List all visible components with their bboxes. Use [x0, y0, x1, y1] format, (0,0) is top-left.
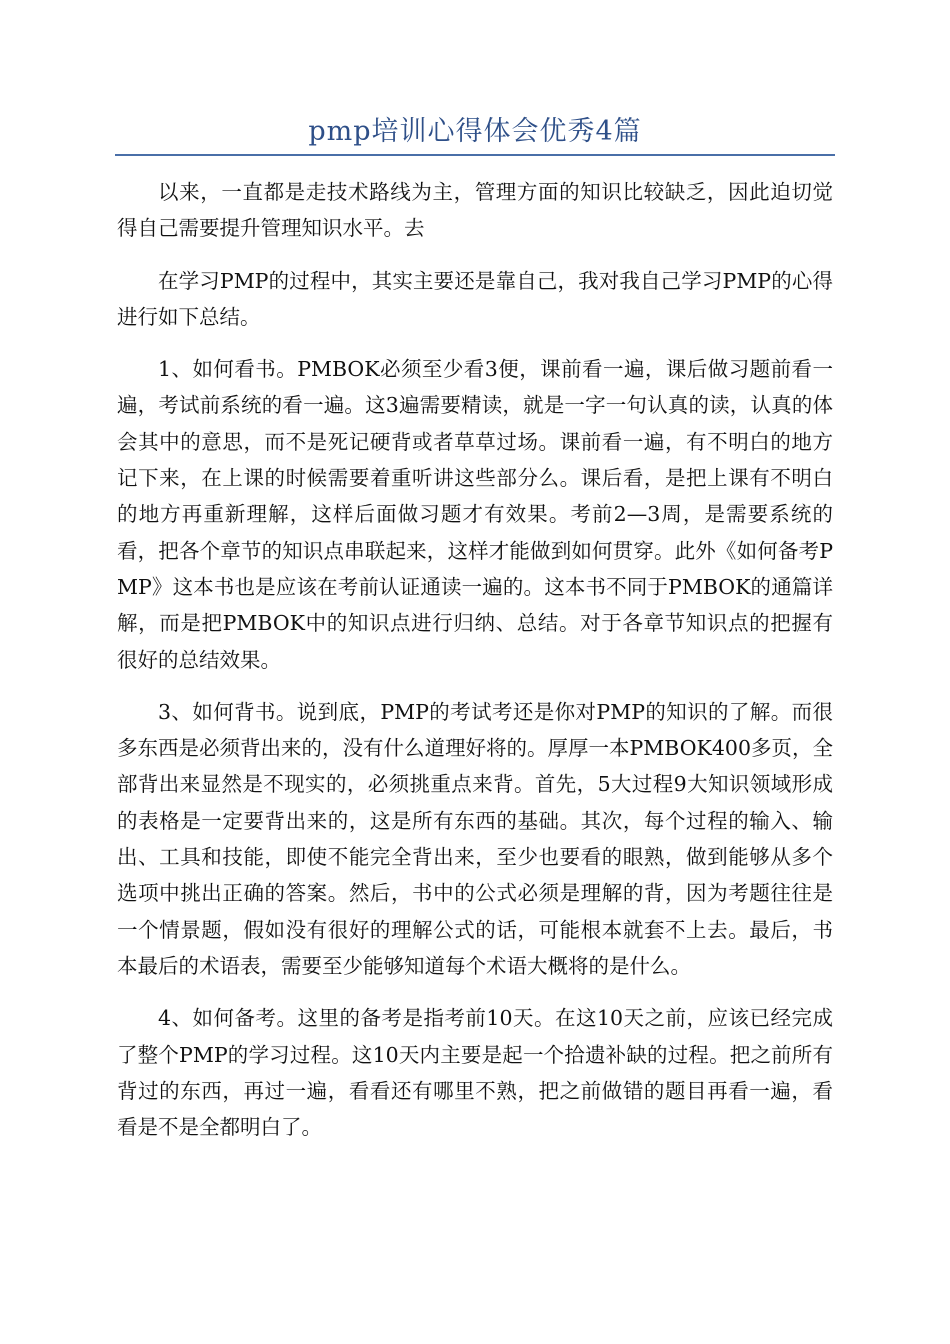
paragraph-reading: 1、如何看书。PMBOK必须至少看3便，课前看一遍，课后做习题前看一遍，考试前系统的看一遍。这3遍需要精读，就是一字一句认真的读，认真的体会其中的意思，而不是死记硬背或者草草过场。课前看一遍，有不明白的地方记下来，在上课的时候需要着重听讲这些部分么。课后看，是把上课有不明白的地方再重新理解，这样后面做习题才有效果。考前2—3周，是需要系统的看，把各个章节的知识点串联起来，这样才能做到如何贯穿。此外《如何备考PMP》这本书也是应该在考前认证通读一遍的。这本书不同于PMBOK的通篇详解，而是把PMBOK中的知识点进行归纳、总结。对于各章节知识点的把握有很好的总结效果。 — [117, 357, 833, 672]
paragraph-summary: 在学习PMP的过程中，其实主要还是靠自己，我对我自己学习PMP的心得进行如下总结。 — [117, 268, 833, 329]
paragraph-memorizing: 3、如何背书。说到底，PMP的考试考还是你对PMP的知识的了解。而很多东西是必须背出来的，没有什么道理好将的。厚厚一本PMBOK400多页，全部背出来显然是不现实的，必须挑重点来背。首先，5大过程9大知识领域形成的表格是一定要背出来的，这是所有东西的基础。其次，每个过程的输入、输出、工具和技能，即使不能完全背出来，至少也要看的眼熟，做到能够从多个选项中挑出正确的答案。然后，书中的公式必须是理解的背，因为考题往往是一个情景题，假如没有很好的理解公式的话，可能根本就套不上去。最后，书本最后的术语表，需要至少能够知道每个术语大概将的是什么。 — [117, 699, 833, 978]
title-underline — [115, 154, 835, 156]
document-body — [117, 174, 833, 1161]
paragraph-preparation: 4、如何备考。这里的备考是指考前10天。在这10天之前，应该已经完成了整个PMP的学习过程。这10天内主要是起一个拾遗补缺的过程。把之前所有背过的东西，再过一遍，看看还有哪里不熟，把之前做错的题目再看一遍，看看是不是全都明白了。 — [117, 1006, 833, 1140]
paragraph-intro: 以来，一直都是走技术路线为主，管理方面的知识比较缺乏，因此迫切觉得自己需要提升管理知识水平。去 — [117, 180, 833, 241]
document-title: pmp培训心得体会优秀4篇 — [308, 116, 642, 147]
